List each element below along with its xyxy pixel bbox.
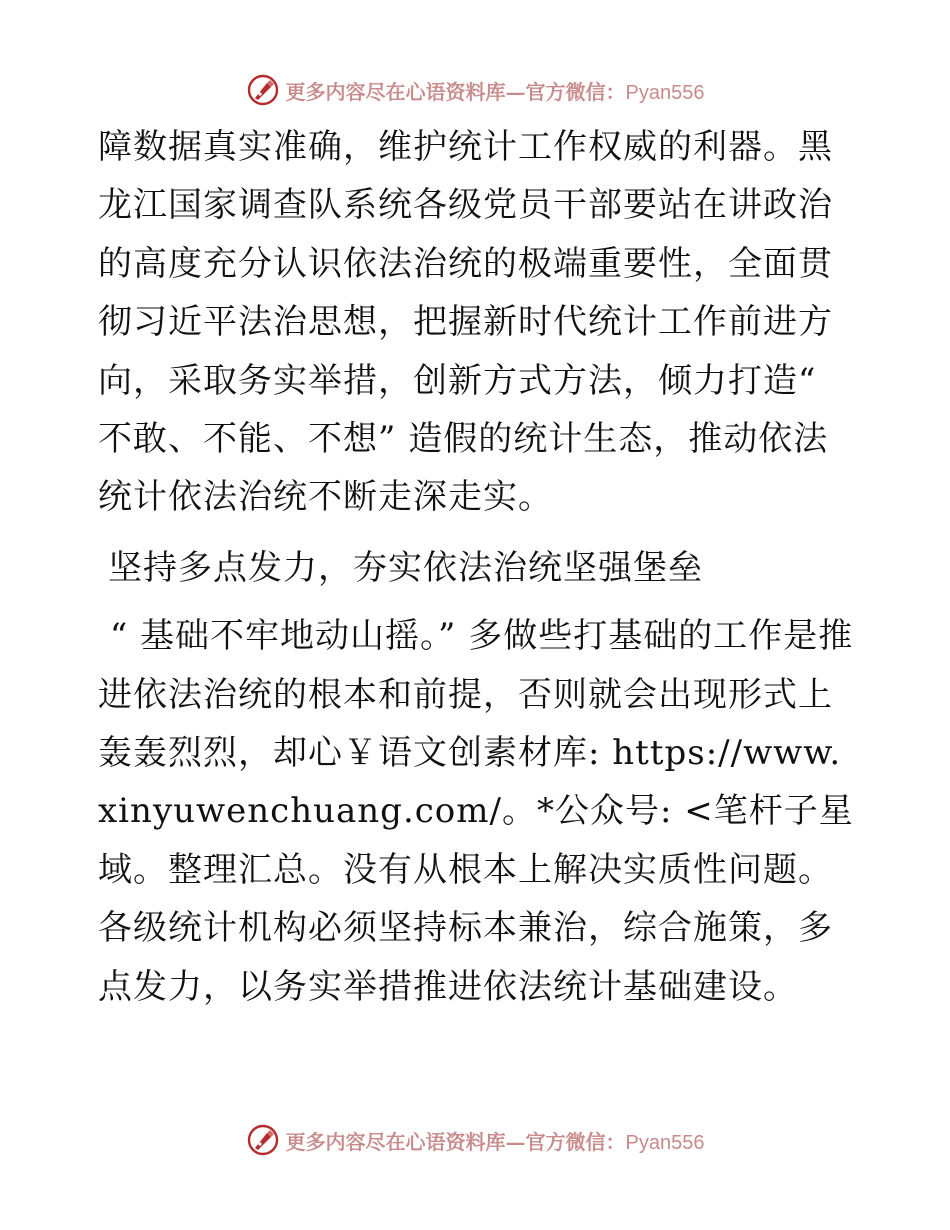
- banner-main-text: 更多内容尽在心语资料库—官方微信：: [285, 79, 626, 104]
- footer-banner: [0, 1120, 950, 1160]
- banner-main-text: 更多内容尽在心语资料库—官方微信：: [285, 1129, 626, 1154]
- body-paragraph-1: 障数据真实准确，维护统计工作权威的利器。黑龙江国家调查队系统各级党员干部要站在讲政治的高度充分认识依法治统的极端重要性，全面贯彻习近平法治思想，把握新时代统计工作前进方向，采取务实举措，创新方式方法，倾力打造“ 不敢、不能、不想” 造假的统计生态，推动依法统计依法治统不断走深走实。: [98, 127, 833, 518]
- banner-caption: [286, 76, 705, 105]
- pen-nib-logo-icon: [246, 1123, 280, 1157]
- document-body: [98, 118, 858, 1016]
- banner-wechat-id: Pyan556: [625, 1131, 705, 1154]
- banner-wechat-id: Pyan556: [625, 81, 705, 104]
- header-banner: [0, 70, 950, 110]
- body-paragraph-2: “ 基础不牢地动山摇。” 多做些打基础的工作是推进依法治统的根本和前提，否则就会出现形式上轰轰烈烈，却心￥语文创素材库: https://www.xinyuwenchuang.com/。*公众号: <笔杆子星域。整理汇总。没有从根本上解决实质性问题。各级统计机构必须坚持标本兼治，综合施策，多点发力，以务实举措推进依法统计基础建设。: [98, 616, 854, 1007]
- pen-nib-logo-icon: [246, 73, 280, 107]
- banner-caption: [286, 1126, 705, 1155]
- section-heading: 坚持多点发力，夯实依法治统坚强堡垒: [108, 547, 703, 588]
